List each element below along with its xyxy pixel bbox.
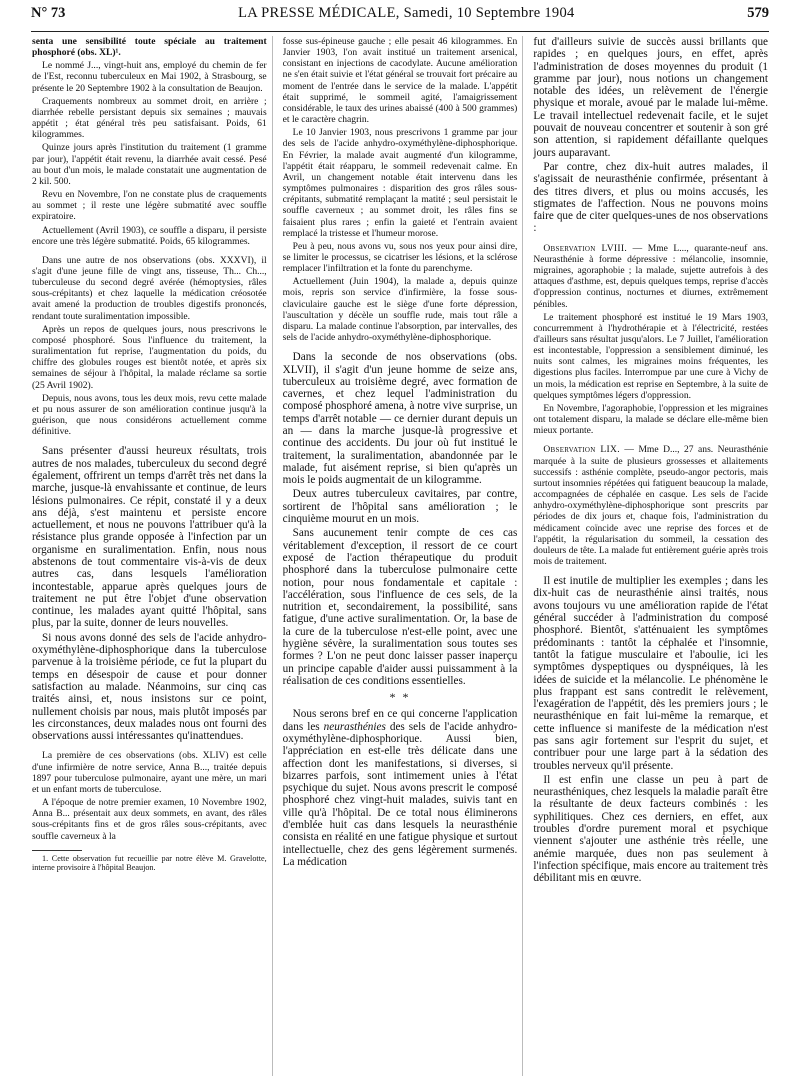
column-1	[32, 36, 273, 1076]
paragraph: Dans une autre de nos observations (obs. XXXVI), il s'agit d'une jeune fille de vingt ans, tisseuse, Th... Ch..., tuberculeuse du second degré avérée (hémoptysies, râles sous-crépitants) et chez laquelle la médication créosotée avait amené la production de troubles digestifs prononcés, rendant toute suralimentation impossible.	[32, 254, 267, 322]
observation-heading: Observation LIX.	[543, 444, 620, 456]
footnote-rule	[32, 850, 82, 851]
paragraph: Dans la seconde de nos observations (obs. XLVII), il s'agit d'un jeune homme de seize ans, tuberculeux au troisième degré, avec formation de cavernes, et chez lequel l'administration du composé phosphoré amena, à notre vive surprise, un temps d'arrêt notable — ce dernier durant depuis un an — dans la marche jusque-là progressive et continue des accidents. Du jour où fut institué le traitement, la suralimentation, abandonnée par le malade, fut aisément reprise, si bien qu'après un mois le poids augmentait de un kilogramme.	[282, 351, 518, 487]
paragraph: Il est enfin une classe un peu à part de neurasthéniques, chez lesquels la maladie paraît être la résultante de deux facteurs combinés : les syphilitiques. Chez ces derniers, en effet, aux troubles d'ordre purement moral et psychique viennent s'ajouter une asthénie très réelle, une anémie marquée, dues non pas seulement à l'infection spécifique, mais encore au traitement très débilitant mis en œuvre.	[533, 773, 769, 885]
italic-term: neurasthénies	[323, 720, 386, 733]
paragraph: fut d'ailleurs suivie de succès aussi brillants que rapides ; en quelques jours, en effet, après l'administration de doses moyennes du produit (1 gramme par jour), nous notions un changement notable des idées, un relèvement de l'énergie physique et morale, avoué par le malade lui-même. Le travail intellectuel redevenait facile, et le sujet pouvait de nouveau concentrer et soutenir à son gré son attention, si rapidement défaillante quelques jours auparavant.	[533, 36, 769, 159]
paragraph	[283, 708, 518, 868]
paragraph: Par contre, chez dix-huit autres malades, il s'agissait de neurasthénie confirmée, présentant à des titres divers, et plus ou moins accusés, les stigmates de l'affection. Nous ne pouvons moins faire que de citer quelques-unes de nos observations :	[533, 160, 769, 235]
paragraph: Après un repos de quelques jours, nous prescrivons le composé phosphoré. Sous l'influence du traitement, la suralimentation fut reprise, l'augmentation du poids, du chiffre des globules rouges est bientôt notée, et après six semaines de séjour à l'hôpital, la malade réclame sa sortie (25 Avril 1902).	[32, 323, 267, 391]
paragraph: Craquements nombreux au sommet droit, en arrière ; diarrhée rebelle persistant depuis six semaines ; mauvais appétit ; état général très peu satisfaisant. Poids, 61 kilogrammes.	[32, 95, 267, 141]
paragraph: Sans aucunement tenir compte de ces cas véritablement d'exception, il ressort de ce court exposé de l'action thérapeutique du produit phosphoré dans la tuberculose pulmonaire cette notion, pour nous fondamentale et capitale : l'accélération, sous l'influence de ces sels, de la nutrition et, secondairement, la possibilité, sans fatigue, d'une active suralimentation. Or, la base de la cure de la tuberculose n'est-elle point, avec une hygiène sévère, la suralimentation sous toutes ses formes ? L'on ne peut donc laisser passer inaperçu un principe capable d'aider aussi puissamment à la réalisation de ces conditions essentielles.	[282, 527, 518, 687]
paragraph: senta une sensibilité toute spéciale au traitement phosphoré (obs. XL)¹.	[32, 36, 267, 59]
paragraph: Sans présenter d'aussi heureux résultats, trois autres de nos malades, tuberculeux du second degré également, offrirent un temps d'arrêt très net dans la marche, jusque-là envahissante et continue, de leurs lésions pulmonaires. Ce répit, constaté il y a deux ans déjà, s'est maintenu et persiste encore actuellement, et nous ne pouvons l'attribuer qu'à la résistance plus grande opposée à l'infection par un organisme en suralimentation. Enfin, nous nous abstenons de tout commentaire vis-à-vis de deux autres cas, dans lesquels l'amélioration incontestable, apparue après quelques jours de traitement ne put être l'objet d'une observation continue, les malades ayant quitté l'hôpital, sans plus, par la suite, donner de leurs nouvelles.	[32, 445, 267, 630]
text-run: — Mme L..., quarante-neuf ans. Neurasthénie à forme dépressive : mélancolie, insomnie, migraines, agoraphobie ; la malade, sujette autrefois à des attaques d'asthme, est, depuis quelques temps, reprise d'accès d'oppression continus, nocturnes et diurnes, extrêmement pénibles.	[533, 242, 769, 310]
footnote: 1. Cette observation fut recueillie par notre élève M. Gravelotte, interne provisoire à l'hôpital Beaujon.	[32, 853, 267, 873]
paragraph: Peu à peu, nous avons vu, sous nos yeux pour ainsi dire, se limiter le processus, se cicatriser les lésions, et la sclérose remplacer l'infiltration et la fonte du parenchyme.	[282, 240, 518, 275]
paragraph: Le traitement phosphoré est institué le 19 Mars 1903, concurremment à l'hydrothérapie et à l'électricité, restées d'ailleurs sans résultat jusqu'alors. Le 7 Juillet, l'amélioration est incontestable, l'oppression a sensiblement diminué, les nuits sont calmes, les migraines moins fréquentes, les digestions plus faciles. Interrompue par une cure à Vichy de un mois, la médication est reprise en Septembre, à la suite de quelques symptômes légers d'oppression.	[533, 311, 769, 401]
column-2	[283, 36, 524, 1076]
paragraph: Il est inutile de multiplier les exemples ; dans les dix-huit cas de neurasthénie ainsi traités, nous avons toujours vu une amélioration rapide de l'état général succéder à l'administration du composé phosphoré. Bientôt, s'atténuaient les symptômes prédominants : tantôt la céphalée et l'insomnie, tantôt la fatigue musculaire et l'aboulie, ici les symptômes dyspeptiques ou dyspnéiques, là les idées de suicide et la mélancolie. Le phénomène le plus frappant est sans contredit le relèvement, l'exagération de l'appétit, dès les premiers jours ; le neurasthénique en fait lui-même la remarque, et cette influence si manifeste de la médication n'est pas sans agir fortement sur l'esprit du sujet, et contribuer pour une large part à la sédation des troubles nerveux qu'il présente.	[533, 575, 769, 772]
paragraph: Le nommé J..., vingt-huit ans, employé du chemin de fer de l'Est, reconnu tuberculeux en Mai 1902, à Strasbourg, se présente le 20 Septembre 1902 à la consultation de Beaujon.	[32, 60, 267, 94]
section-separator: * *	[389, 690, 411, 705]
paragraph: En Novembre, l'agoraphobie, l'oppression et les migraines ont totalement disparu, la malade se déclare elle-même bien mieux portante.	[533, 402, 769, 437]
page-header	[31, 5, 769, 32]
paragraph: Actuellement (Juin 1904), la malade a, depuis quinze mois, repris son service d'infirmière, la fosse sous-claviculaire gauche est le siège d'une forte dépression, l'auscultation y décèle un souffle rude, mais tout râle a disparu. La malade continue l'absorption, par intervalles, des sels de l'acide anhydro-oxyméthylène-diphosphorique.	[282, 276, 518, 344]
journal-title: LA PRESSE MÉDICALE, Samedi, 10 Septembre 1904	[238, 5, 575, 21]
text-run: des sels de l'acide anhydro-oxyméthylène-diphosphorique. Aussi bien, l'appréciation en est-elle très délicate dans une affection dont les manifestations, si diverses, si bizarres parfois, sont intimement unies à l'état psychique du sujet. Nous avons prescrit le composé phosphoré chez vingt-huit malades, suivis tant en ville qu'à l'hôpital. De ce total nous éliminerons d'emblée huit cas dans lesquels la neurasthénie consista en réalité en une fatigue physique et surtout intellectuelle, chez des gens légèrement surmenés. La médication	[282, 720, 518, 868]
paragraph: A l'époque de notre premier examen, 10 Novembre 1902, Anna B... présentait aux deux sommets, en avant, des râles sous-crépitants fins et de gros râles sous-crépitants, avec souffle caverneux à la	[32, 797, 267, 842]
issue-number: N° 73	[31, 5, 66, 21]
paragraph: Si nous avons donné des sels de l'acide anhydro-oxyméthylène-diphosphorique dans la tuberculose parvenue à la troisième période, ce fut la plupart du temps en désespoir de cause et pour donner satisfaction au malade. Néanmoins, sur cinq cas traités ainsi, et, nous insistons sur ce point, nullement choisis par nous, mais plutôt imposés par les circonstances, deux malades nous ont fourni des observations aussi intéressantes qu'inattendues.	[32, 631, 267, 743]
observation-paragraph	[533, 444, 768, 567]
observation-paragraph	[533, 243, 768, 310]
page-number: 579	[747, 5, 769, 21]
paragraph: Revu en Novembre, l'on ne constate plus de craquements au sommet ; il reste une légère submatité avec souffle expiratoire.	[32, 189, 267, 223]
paragraph: La première de ces observations (obs. XLIV) est celle d'une infirmière de notre service, Anna B..., traitée depuis 1897 pour tuberculose pulmonaire, ayant une mère, un mari et un enfant morts de tuberculose.	[32, 750, 267, 795]
text-run: Nous serons bref en ce qui concerne l'application dans les	[282, 708, 518, 733]
paragraph: Depuis, nous avons, tous les deux mois, revu cette malade et pu nous assurer de son amélioration continue jusqu'à la guérison, que nous considérons actuellement comme définitive.	[32, 392, 267, 438]
paragraph: Le 10 Janvier 1903, nous prescrivons 1 gramme par jour des sels de l'acide anhydro-oxyméthylène-diphosphorique. En Février, la malade avait augmenté d'un kilogramme, l'appétit était réapparu, le sommeil redevenait calme. En Avril, un changement notable était intervenu dans les symptômes pulmonaires : disparition des gros râles sous-crépitants, submatité remplaçant la matité ; seul persistait le souffle caverneux ; au sommet droit, les râles fins se faisaient plus rares ; enfin la gaieté et l'entrain avaient remplacé la tristesse et l'humeur morose.	[282, 127, 518, 239]
paragraph: Deux autres tuberculeux cavitaires, par contre, sortirent de l'hôpital sans amélioration ; le cinquième mourut en un mois.	[282, 488, 518, 526]
column-3	[533, 36, 768, 1076]
paragraph: Quinze jours après l'institution du traitement (1 gramme par jour), l'appétit était revenu, la diarrhée avait cessé. Pesé au bout d'un mois, le malade constatait une augmentation de 2 kil. 500.	[32, 142, 267, 187]
observation-heading: Observation LVIII.	[543, 242, 628, 254]
text-run: — Mme D..., 27 ans. Neurasthénie marquée à la suite de plusieurs grossesses et allaitements successifs : asthénie complète, pseudo-angor pectoris, mais surtout insomnies répétées qui fatiguent beaucoup la malade, accompagnées de céphalée en casque. Les sels de l'acide anhydro-oxyméthylène-diphosphorique sont prescrits par périodes de dix jours et, chaque fois, l'administration du médicament coïncide avec une reprise des forces et de l'appétit, la régularisation du sommeil, la cessation des douleurs de tête. La malade fut entièrement guérie après trois mois de traitement.	[533, 444, 769, 567]
paragraph: fosse sus-épineuse gauche ; elle pesait 46 kilogrammes. En Janvier 1903, l'on avait institué un traitement arsenical, consistant en injections de cacodylate. Aucune amélioration ne s'en était suivie et l'état général se trouvait fort précaire au moment de l'entrée dans le service de la malade. L'appétit était supprimé, le sommeil agité, l'amaigrissement considérable, le taux des urines abaissé (400 à 500 grammes) et le caractère chagrin.	[282, 36, 518, 126]
paragraph: Actuellement (Avril 1903), ce souffle a disparu, il persiste encore une très légère submatité. Poids, 65 kilogrammes.	[32, 224, 267, 247]
text-columns	[32, 36, 768, 1076]
